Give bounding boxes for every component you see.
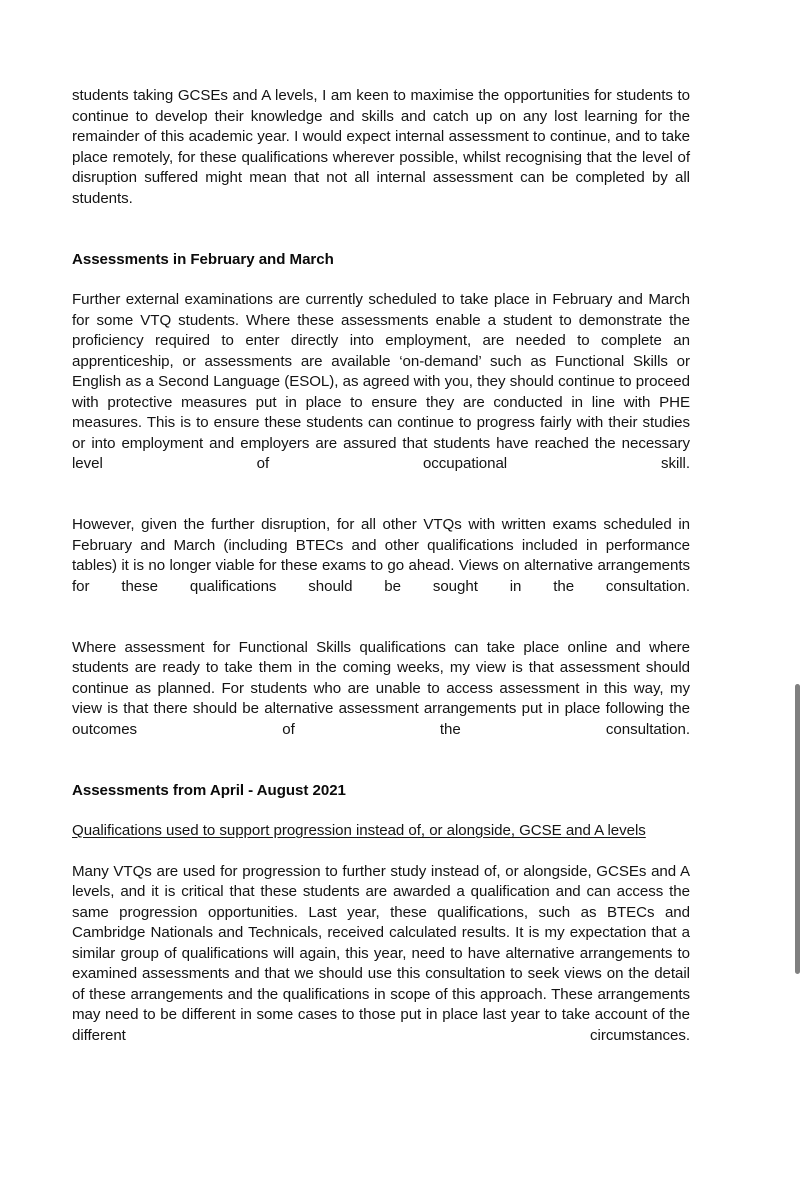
paragraph-internal-assessment: students taking GCSEs and A levels, I am keen to maximise the opportunities for students to continue to develop their knowledge and skills and catch up on any lost learning for the remainder of this academic year. I would expect internal assessment to continue, and to take place remotely, for these qualifications wherever possible, whilst recognising that the level of disruption suffered might mean that not all internal assessment can be completed by all students. (72, 87, 690, 207)
paragraph-many-vtqs-progression: Many VTQs are used for progression to further study instead of, or alongside, GCSEs and A levels, and it is critical that these students are awarded a qualification and can access the same progression opportunities. Last year, these qualifications, such as BTECs and Cambridge Nationals and Technicals, received calculated results. It is my expectation that a similar group of qualifications will again, this year, need to have alternative arrangements to examined assessments and that we should use this consultation to seek views on the detail of these arrangements and the qualifications in scope of this approach. These arrangements may need to be different in some cases to those put in place last year to take account of the different circumstances. (72, 862, 690, 1044)
paragraph-however-disruption: However, given the further disruption, for all other VTQs with written exams scheduled in February and March (including BTECs and other qualifications included in performance tables) it is no longer viable for these exams to go ahead. Views on alternative arrangements for these qualifications should be sought in the consultation. (72, 516, 690, 595)
paragraph-external-examinations: Further external examinations are currently scheduled to take place in February and March for some VTQ students. Where these assessments enable a student to demonstrate the proficiency required to enter directly into employment, are needed to complete an apprenticeship, or assessments are available ‘on-demand’ such as Functional Skills or English as a Second Language (ESOL), as agreed with you, they should continue to proceed with protective measures put in place to ensure they are conducted in line with PHE measures. This is to ensure these students can continue to progress fairly with their studies or into employment and employers are assured that students have reached the necessary level of occupational skill. (72, 291, 690, 472)
heading-assessments-april-august: Assessments from April - August 2021 (72, 781, 346, 799)
document-text-column (72, 86, 690, 1067)
scrollbar-thumb[interactable] (795, 684, 800, 974)
heading-assessments-february-march: Assessments in February and March (72, 250, 334, 268)
subheading-qualifications-progression: Qualifications used to support progression instead of, or alongside, GCSE and A levels (72, 822, 646, 839)
vertical-scrollbar[interactable] (789, 0, 806, 1200)
paragraph-functional-skills-online: Where assessment for Functional Skills qualifications can take place online and where students are ready to take them in the coming weeks, my view is that assessment should continue as planned. For students who are unable to access assessment in this way, my view is that there should be alternative assessment arrangements put in place following the outcomes of the consultation. (72, 638, 690, 738)
